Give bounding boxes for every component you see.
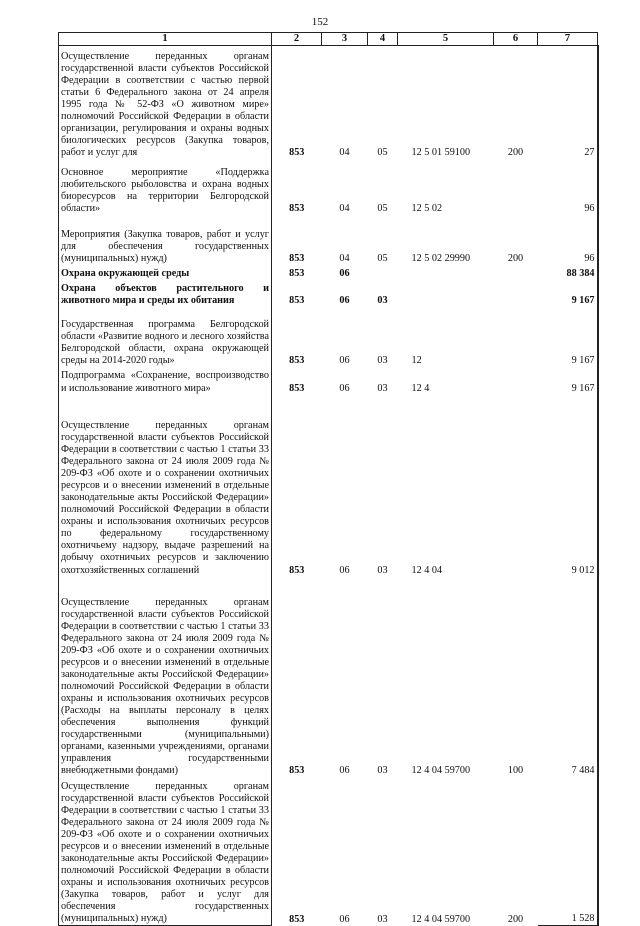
cell-expense-type: 200 — [507, 913, 524, 925]
cell-section: 06 — [339, 355, 350, 367]
cell-amount: 1 528 — [538, 777, 598, 926]
cell-expense-type — [494, 265, 538, 280]
cell-amount: 9 167 — [538, 280, 598, 307]
cell-subsection: 05 — [377, 253, 388, 265]
cell-target-article: 12 4 04 59700 — [411, 764, 471, 776]
cell-target-article: 12 — [411, 355, 422, 367]
cell-section: 04 — [339, 203, 350, 215]
cell-section: 06 — [339, 295, 350, 307]
column-header: 4 — [368, 33, 398, 46]
cell-amount: 9 012 — [538, 395, 598, 577]
table-row — [59, 159, 598, 215]
cell-section: 06 — [339, 913, 350, 925]
cell-ministry-code: 853 — [289, 764, 305, 776]
cell-ministry-code: 853 — [289, 268, 305, 280]
cell-target-article: 12 4 — [411, 382, 430, 394]
cell-subsection: 05 — [377, 203, 388, 215]
column-header: 5 — [398, 33, 494, 46]
cell-expense-type: 200 — [507, 147, 524, 159]
cell-expense-type: 200 — [507, 253, 524, 265]
cell-ministry-code: 853 — [289, 355, 305, 367]
cell-ministry-code: 853 — [289, 382, 305, 394]
cell-section: 04 — [339, 253, 350, 265]
cell-amount: 88 384 — [538, 265, 598, 280]
cell-expense-type — [494, 280, 538, 307]
cell-section: 06 — [339, 764, 350, 776]
cell-expense-type — [494, 395, 538, 577]
row-description: Осуществление переданных органам государственной власти субъектов Российской Федерации в соответствии с частью первой статьи 6 Федерального закона от 24 апреля 1995 года № 52-ФЗ «О животном мире» полномочий Российской Федерации в области организации, регулирования и охраны водных биологических ресурсов (Закупка товаров, работ и услуг для — [59, 46, 272, 160]
cell-target-article — [398, 265, 494, 280]
cell-subsection: 03 — [377, 913, 388, 925]
cell-expense-type — [494, 367, 538, 394]
cell-section: 06 — [339, 382, 350, 394]
cell-subsection: 05 — [377, 147, 388, 159]
cell-expense-type — [494, 307, 538, 367]
row-description: Государственная программа Белгородской области «Развитие водного и лесного хозяйства Белгородской области, охрана окружающей среды на 2014-2020 годы» — [59, 307, 272, 367]
column-header: 1 — [59, 33, 272, 46]
cell-ministry-code: 853 — [289, 913, 305, 925]
table-row — [59, 265, 598, 280]
table-row — [59, 46, 598, 160]
cell-ministry-code: 853 — [289, 203, 305, 215]
cell-section: 04 — [339, 147, 350, 159]
cell-subsection — [368, 265, 398, 280]
table-row — [59, 280, 598, 307]
cell-expense-type: 100 — [507, 764, 524, 776]
cell-amount: 9 167 — [538, 367, 598, 394]
cell-amount: 9 167 — [538, 307, 598, 367]
cell-amount: 27 — [538, 46, 598, 160]
cell-section: 06 — [339, 564, 350, 576]
cell-ministry-code: 853 — [289, 295, 305, 307]
cell-amount: 7 484 — [538, 577, 598, 777]
row-description: Охрана окружающей среды — [59, 265, 272, 280]
cell-target-article — [398, 280, 494, 307]
row-description: Охрана объектов растительного и животного мира и среды их обитания — [59, 280, 272, 307]
cell-target-article: 12 5 02 — [411, 203, 443, 215]
table-row — [59, 307, 598, 367]
cell-amount: 96 — [538, 215, 598, 265]
table-row — [59, 367, 598, 394]
cell-subsection: 03 — [377, 355, 388, 367]
budget-table — [58, 32, 599, 926]
cell-subsection: 03 — [377, 564, 388, 576]
cell-ministry-code: 853 — [289, 147, 305, 159]
cell-expense-type — [494, 159, 538, 215]
column-header: 6 — [494, 33, 538, 46]
row-description: Мероприятия (Закупка товаров, работ и услуг для обеспечения государственных (муниципальных) нужд) — [59, 215, 272, 265]
row-description: Осуществление переданных органам государственной власти субъектов Российской Федерации в соответствии с частью 1 статьи 33 Федерального закона от 24 июля 2009 года № 209-ФЗ «Об охоте и о сохранении охотничьих ресурсов и о внесении изменений в отдельные законодательные акты Российской Федерации» полномочий Российской Федерации в области охраны и использования охотничьих ресурсов (Расходы на выплаты персоналу в целях обеспечения выполнения функций государственными (муниципальными) органами, казенными учреждениями, органами управления государственными внебюджетными фондами) — [59, 577, 272, 777]
table-row — [59, 777, 598, 926]
cell-subsection: 03 — [377, 382, 388, 394]
cell-subsection: 03 — [377, 295, 388, 307]
table-row — [59, 215, 598, 265]
column-header: 7 — [538, 33, 598, 46]
cell-amount: 96 — [538, 159, 598, 215]
table-row — [59, 395, 598, 577]
cell-target-article: 12 4 04 — [411, 564, 443, 576]
cell-ministry-code: 853 — [289, 253, 305, 265]
cell-ministry-code: 853 — [289, 564, 305, 576]
column-header: 3 — [322, 33, 368, 46]
row-description: Осуществление переданных органам государственной власти субъектов Российской Федерации в соответствии с частью 1 статьи 33 Федерального закона от 24 июля 2009 года № 209-ФЗ «Об охоте и о сохранении охотничьих ресурсов и о внесении изменений в отдельные законодательные акты Российской Федерации» полномочий Российской Федерации в области охраны и использования охотничьих ресурсов по федеральному государственному охотничьему надзору, выдаче разрешений на добычу охотничьих ресурсов и заключению охотхозяйственных соглашений — [59, 395, 272, 577]
row-description: Осуществление переданных органам государственной власти субъектов Российской Федерации в соответствии с частью 1 статьи 33 Федерального закона от 24 июля 2009 года № 209-ФЗ «Об охоте и о сохранении охотничьих ресурсов и о внесении изменений в отдельные законодательные акты Российской Федерации» полномочий Российской Федерации в области охраны и использования охотничьих ресурсов (Закупка товаров, работ и услуг для обеспечения государственных (муниципальных) нужд) — [59, 777, 272, 926]
cell-target-article: 12 4 04 59700 — [411, 913, 471, 925]
cell-section: 06 — [339, 268, 350, 280]
cell-target-article: 12 5 01 59100 — [411, 147, 471, 159]
table-header-row — [59, 33, 598, 46]
table-row — [59, 577, 598, 777]
column-header: 2 — [272, 33, 322, 46]
row-description: Подпрограмма «Сохранение, воспроизводство и использование животного мира» — [59, 367, 272, 394]
cell-subsection: 03 — [377, 764, 388, 776]
page-number: 152 — [311, 16, 329, 28]
cell-target-article: 12 5 02 29990 — [411, 253, 471, 265]
row-description: Основное мероприятие «Поддержка любительского рыболовства и охрана водных биоресурсов на территории Белгородской области» — [59, 159, 272, 215]
